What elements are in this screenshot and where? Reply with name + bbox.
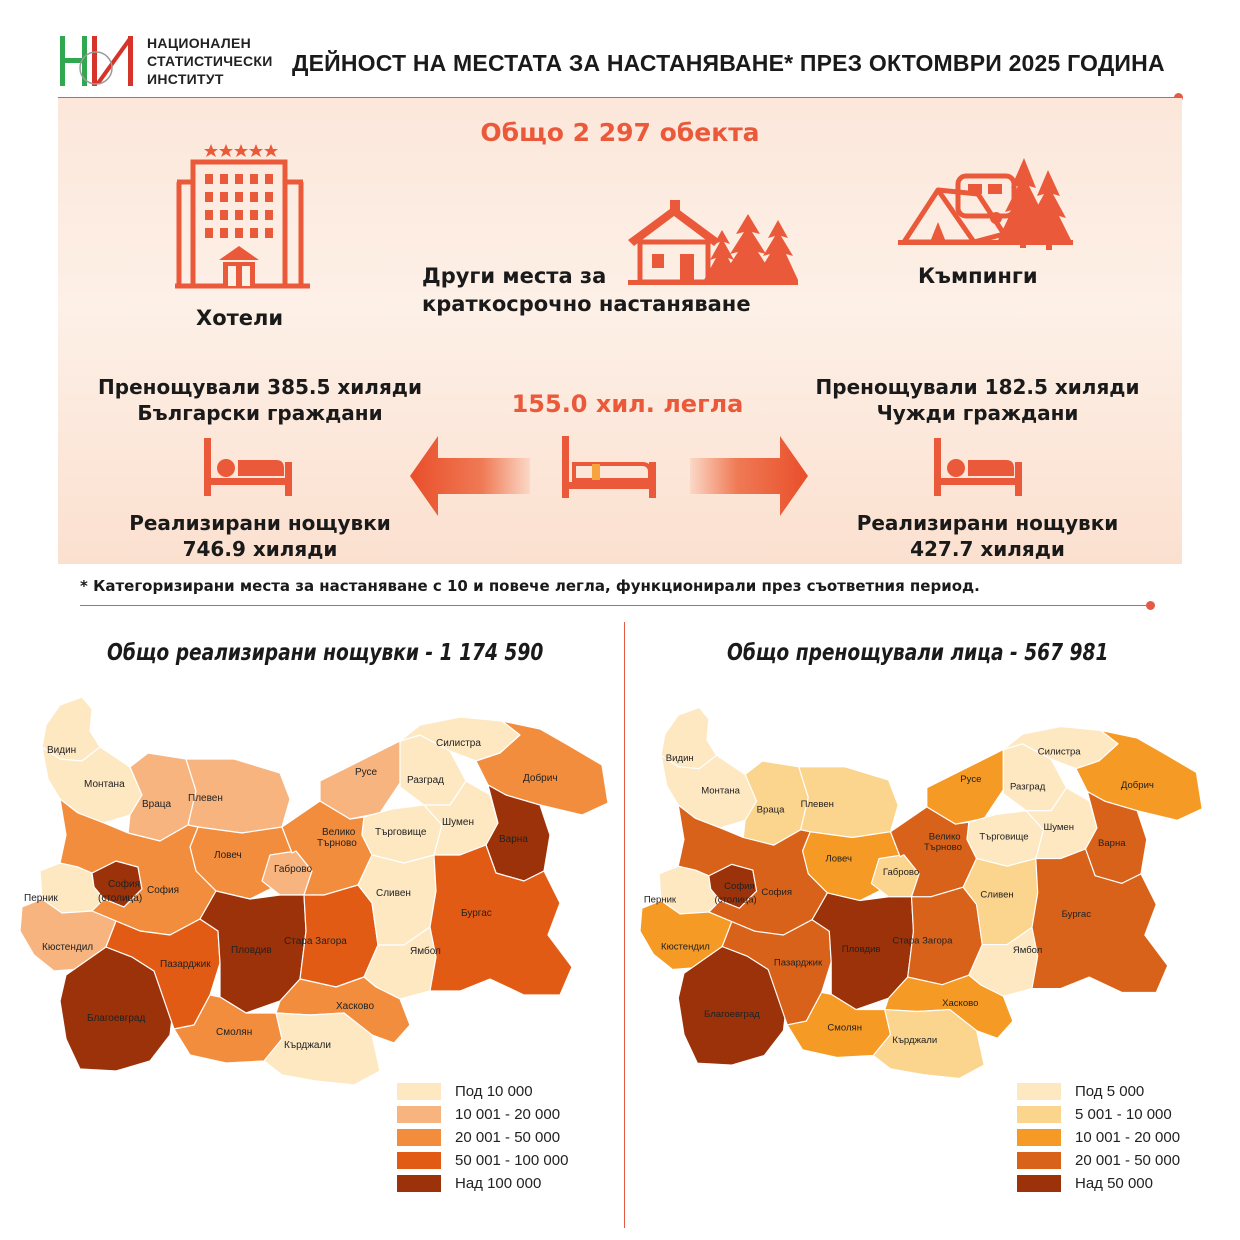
foreign-citizens-label: Чужди граждани [876, 401, 1079, 425]
region-label-кюстендил: Кюстендил [42, 942, 94, 953]
region-label-варна: Варна [499, 834, 528, 845]
category-campings: Къмпинги [918, 264, 1038, 288]
nsi-logo [58, 34, 138, 88]
guests-map-legend [1017, 1080, 1180, 1195]
footnote-rule [80, 605, 1150, 606]
nights-label-fr: Реализирани нощувки [856, 511, 1119, 535]
legend-item [1017, 1103, 1180, 1126]
region-label-сливен: Сливен [980, 889, 1014, 901]
nights-value-fr: 427.7 хиляди [910, 537, 1065, 561]
category-other [422, 262, 751, 318]
region-label-бургас: Бургас [1061, 908, 1092, 920]
nights-map-legend [397, 1080, 568, 1195]
region-label-софия-столица: София [108, 879, 141, 890]
bulgarian-citizens-label: Български граждани [137, 401, 383, 425]
region-label-стара-загора: Стара Загора [284, 936, 347, 947]
guests-value-fr: 182.5 хиляди [984, 375, 1140, 399]
region-label-софия: София [147, 885, 180, 896]
foreign-nights [855, 510, 1120, 562]
right-arrow-icon [690, 436, 808, 516]
beds-total: 155.0 хил. легла [511, 390, 744, 418]
total-objects: Общо 2 297 обекта [480, 118, 760, 147]
region-label-русе: Русе [355, 767, 378, 778]
region-label-габрово: Габрово [274, 864, 313, 875]
nights-choropleth-map [20, 695, 612, 1085]
bulgarian-nights [85, 510, 435, 562]
legend-item [397, 1149, 568, 1172]
region-label-русе: Русе [960, 774, 982, 786]
legend-swatch [397, 1106, 441, 1123]
legend-item [1017, 1126, 1180, 1149]
region-label-благоевград: Благоевград [87, 1013, 146, 1024]
region-label-кърджали: Кърджали [284, 1040, 331, 1051]
legend-label: Под 5 000 [1075, 1083, 1145, 1100]
region-label-хасково: Хасково [336, 1001, 375, 1012]
legend-label: Под 10 000 [455, 1083, 533, 1100]
region-label-силистра: Силистра [436, 738, 481, 749]
legend-label: 50 001 - 100 000 [455, 1152, 569, 1169]
region-label-ямбол: Ямбол [410, 946, 441, 957]
region-label-пловдив: Пловдив [231, 945, 272, 956]
legend-swatch [1017, 1083, 1061, 1100]
page-title: ДЕЙНОСТ НА МЕСТАТА ЗА НАСТАНЯВАНЕ* ПРЕЗ ОКТОМВРИ 2025 ГОДИНА [292, 50, 1165, 76]
region-label-capital-suffix: (столица) [98, 893, 143, 904]
region-label-смолян: Смолян [827, 1022, 862, 1034]
region-label-ловеч: Ловеч [825, 853, 852, 865]
legend-label: Над 100 000 [455, 1175, 542, 1192]
legend-swatch [397, 1129, 441, 1146]
region-label-видин: Видин [665, 753, 694, 765]
region-label-велико-търново: Велико Търново [923, 831, 962, 853]
legend-item [397, 1172, 568, 1195]
institute-name: НАЦИОНАЛЕН СТАТИСТИЧЕСКИ ИНСТИТУТ [147, 35, 273, 87]
region-label-кюстендил: Кюстендил [661, 941, 710, 953]
category-hotels: Хотели [196, 306, 284, 330]
legend-label: 5 001 - 10 000 [1075, 1106, 1172, 1123]
guests-map-title: Общо пренощували лица - 567 981 [727, 640, 1109, 666]
region-label-хасково: Хасково [942, 997, 979, 1009]
legend-item [397, 1103, 568, 1126]
region-label-пловдив: Пловдив [841, 944, 881, 956]
region-русе [927, 750, 1003, 825]
legend-swatch [1017, 1152, 1061, 1169]
region-label-търговище: Търговище [375, 827, 427, 838]
region-label-софия: София [761, 886, 792, 898]
legend-item [1017, 1172, 1180, 1195]
hotel-icon [175, 142, 310, 290]
region-label-перник: Перник [643, 894, 677, 906]
region-label-търговище: Търговище [979, 831, 1029, 843]
region-label-разград: Разград [407, 775, 444, 786]
footnote-rule-dot [1146, 601, 1155, 610]
bulgarian-guests [85, 374, 435, 426]
region-label-разград: Разград [1010, 781, 1046, 793]
nights-label-bg: Реализирани нощувки [129, 511, 391, 535]
region-label-пазарджик: Пазарджик [773, 957, 823, 969]
region-label-велико-търново: Велико Търново [317, 827, 357, 849]
maps-divider [624, 622, 625, 1228]
region-label-ямбол: Ямбол [1012, 945, 1043, 957]
legend-item [1017, 1080, 1180, 1103]
region-label-шумен: Шумен [442, 817, 475, 828]
legend-label: 10 001 - 20 000 [455, 1106, 561, 1123]
guests-prefix-bg: Пренощували [98, 375, 268, 399]
nights-map-title: Общо реализирани нощувки - 1 174 590 [107, 640, 544, 666]
legend-swatch [397, 1152, 441, 1169]
legend-item [397, 1080, 568, 1103]
region-label-стара-загора: Стара Загора [892, 935, 953, 947]
legend-label: 20 001 - 50 000 [1075, 1152, 1181, 1169]
region-label-враца: Враца [142, 799, 172, 810]
legend-swatch [1017, 1129, 1061, 1146]
legend-label: Над 50 000 [1075, 1175, 1153, 1192]
legend-swatch [1017, 1175, 1061, 1192]
region-label-смолян: Смолян [216, 1027, 253, 1038]
region-label-кърджали: Кърджали [892, 1035, 938, 1047]
nights-value-bg: 746.9 хиляди [182, 537, 338, 561]
region-label-враца: Враца [756, 804, 785, 816]
center-bed-icon [562, 436, 656, 498]
legend-label: 20 001 - 50 000 [455, 1129, 561, 1146]
region-label-бургас: Бургас [461, 908, 492, 919]
region-label-видин: Видин [47, 745, 77, 756]
guests-value-bg: 385.5 хиляди [267, 375, 422, 399]
region-label-силистра: Силистра [1037, 746, 1081, 758]
region-label-софия-столица: София [724, 881, 755, 893]
bed-icon [934, 438, 1022, 496]
guests-choropleth-map [640, 705, 1206, 1079]
region-label-добрич: Добрич [1120, 779, 1154, 791]
left-arrow-icon [410, 436, 530, 516]
region-label-плевен: Плевен [188, 793, 223, 804]
region-label-сливен: Сливен [376, 888, 411, 899]
region-label-перник: Перник [24, 893, 58, 904]
region-label-шумен: Шумен [1043, 821, 1075, 833]
category-other-line1: Други места за [422, 264, 607, 288]
camping-icon [898, 150, 1073, 252]
region-label-capital-suffix: (столица) [714, 894, 757, 906]
region-label-благоевград: Благоевград [704, 1009, 760, 1021]
region-label-варна: Варна [1097, 838, 1126, 850]
legend-item [1017, 1149, 1180, 1172]
legend-label: 10 001 - 20 000 [1075, 1129, 1181, 1146]
region-label-габрово: Габрово [882, 866, 920, 878]
legend-swatch [397, 1083, 441, 1100]
footnote: * Категоризирани места за настаняване с 10 и повече легла, функционирали през съответния период. [80, 577, 980, 595]
legend-item [397, 1126, 568, 1149]
region-label-монтана: Монтана [84, 779, 125, 790]
category-other-line2: краткосрочно настаняване [422, 292, 751, 316]
guests-prefix-fr: Пренощували [815, 375, 985, 399]
region-русе [320, 741, 400, 819]
legend-swatch [397, 1175, 441, 1192]
bed-icon [204, 438, 292, 496]
region-label-монтана: Монтана [701, 785, 741, 797]
region-label-добрич: Добрич [523, 773, 558, 784]
region-label-пазарджик: Пазарджик [160, 959, 211, 970]
foreign-guests [800, 374, 1155, 426]
region-label-плевен: Плевен [800, 798, 834, 810]
region-label-ловеч: Ловеч [214, 850, 242, 861]
legend-swatch [1017, 1106, 1061, 1123]
